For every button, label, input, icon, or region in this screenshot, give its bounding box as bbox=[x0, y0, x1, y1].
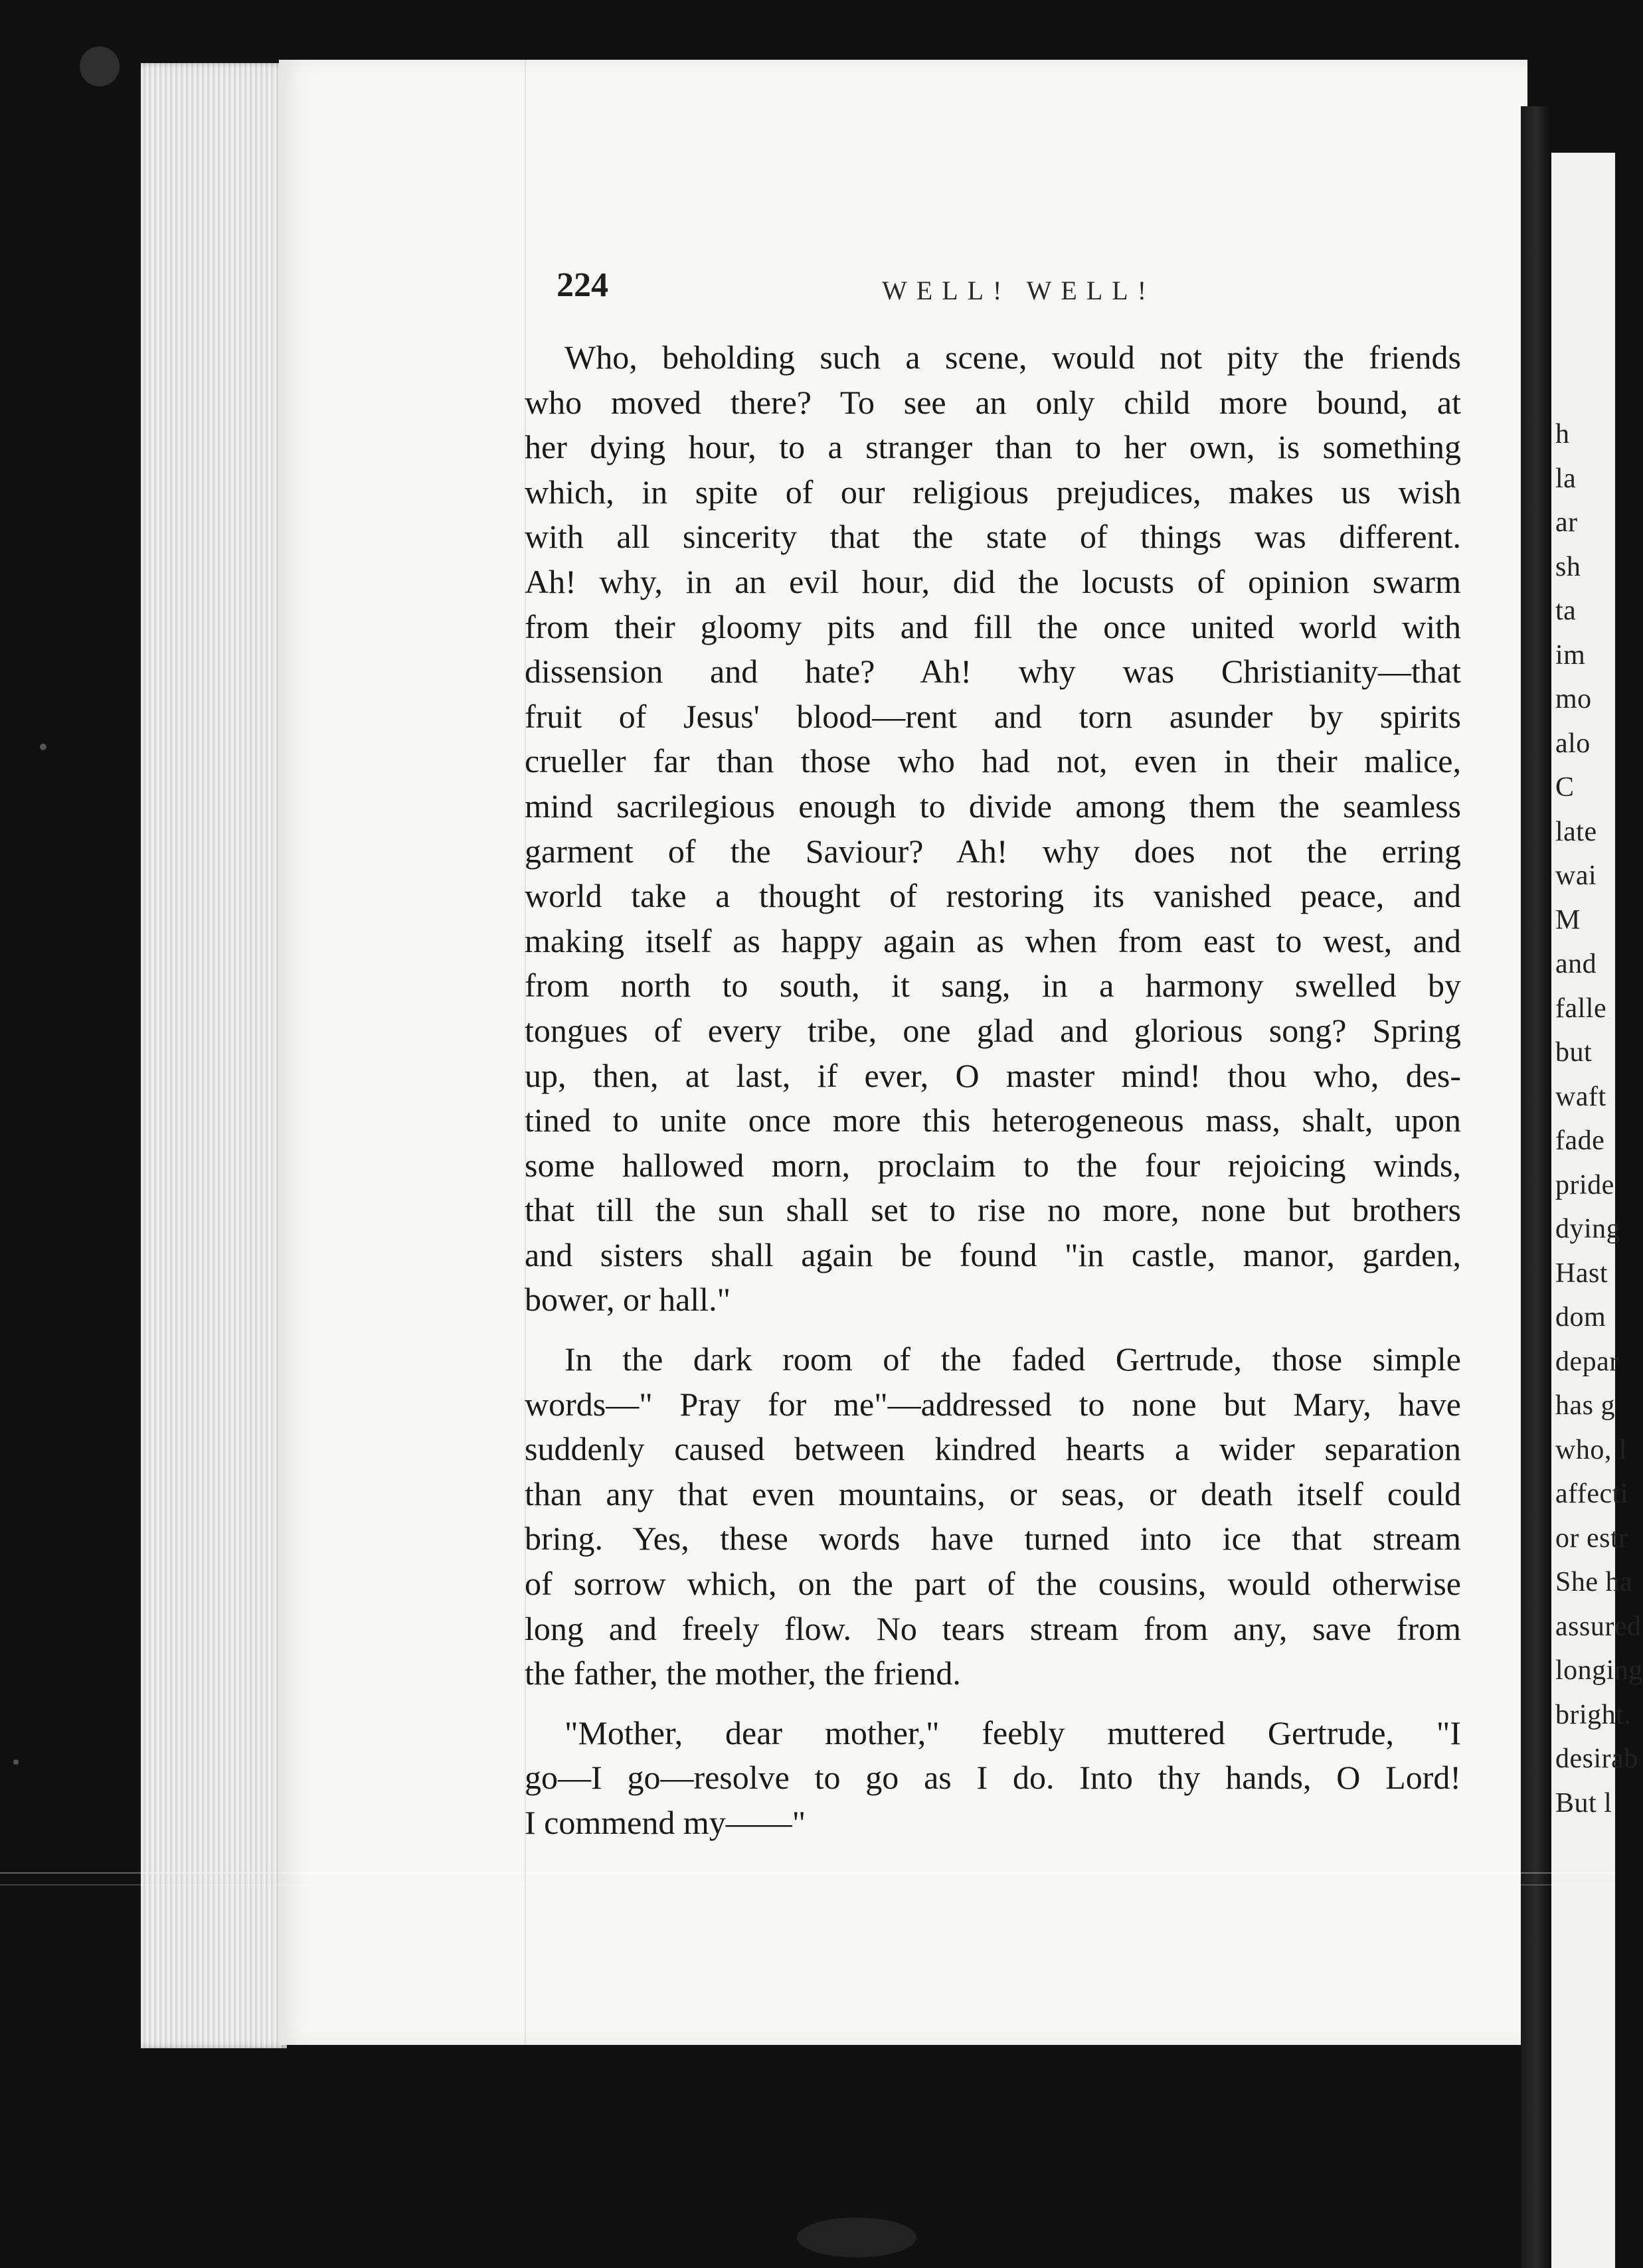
text-line: tongues of every tribe, one glad and glorious song? Spring bbox=[525, 1011, 1461, 1049]
book-gutter bbox=[1521, 106, 1551, 2268]
facing-page-fragment: M bbox=[1555, 904, 1581, 935]
text-line: In the dark room of the faded Gertrude, those simple bbox=[564, 1340, 1461, 1378]
paragraph bbox=[525, 1711, 1461, 1846]
text-line: Who, beholding such a scene, would not pity the friends bbox=[564, 339, 1461, 376]
facing-page-fragment: depar bbox=[1555, 1346, 1619, 1377]
text-line: words—" Pray for me"—addressed to none but Mary, have bbox=[525, 1385, 1461, 1423]
scan-artifact-line bbox=[0, 1884, 1615, 1886]
facing-page-fragment: assured bbox=[1555, 1611, 1642, 1642]
text-line: suddenly caused between kindred hearts a wider separation bbox=[525, 1430, 1461, 1468]
facing-page-fragment: affecti bbox=[1555, 1479, 1628, 1509]
text-line: the father, the mother, the friend. bbox=[525, 1655, 961, 1692]
facing-page-fragment: has g bbox=[1555, 1390, 1615, 1421]
text-line: which, in spite of our religious prejudices, makes us wish bbox=[525, 473, 1461, 511]
text-line: I commend my——" bbox=[525, 1804, 806, 1841]
facing-page-fragment: or estr bbox=[1555, 1522, 1628, 1554]
facing-page-fragment: She ha bbox=[1555, 1567, 1633, 1597]
paragraph bbox=[525, 1337, 1461, 1696]
facing-page-fragment: desirab bbox=[1555, 1743, 1638, 1774]
running-title: WELL! WELL! bbox=[882, 276, 1156, 305]
facing-page-fragment: wai bbox=[1555, 860, 1597, 891]
text-line: from their gloomy pits and fill the once united world with bbox=[525, 608, 1461, 645]
text-line: from north to south, it sang, in a harmony swelled by bbox=[525, 967, 1461, 1005]
text-line: fruit of Jesus' blood—rent and torn asunder by spirits bbox=[525, 697, 1461, 735]
facing-page-fragment: la bbox=[1555, 463, 1577, 494]
facing-page-fragment: ar bbox=[1555, 507, 1578, 538]
paragraph bbox=[525, 335, 1461, 1323]
page-number: 224 bbox=[557, 266, 608, 304]
text-line: up, then, at last, if ever, O master mind! thou who, des- bbox=[525, 1056, 1461, 1094]
facing-page-fragment: falle bbox=[1555, 993, 1607, 1024]
facing-page-fragment: ta bbox=[1555, 596, 1577, 626]
facing-page-fragment: sh bbox=[1555, 551, 1581, 582]
background-speck bbox=[40, 744, 46, 750]
text-line: than any that even mountains, or seas, or death itself could bbox=[525, 1475, 1461, 1512]
text-line: long and freely flow. No tears stream from any, save from bbox=[525, 1609, 1461, 1647]
text-line: who moved there? To see an only child more bound, at bbox=[525, 383, 1461, 421]
text-line: bower, or hall." bbox=[525, 1281, 731, 1319]
facing-page-fragment: alo bbox=[1555, 728, 1591, 759]
text-line: of sorrow which, on the part of the cousins, would otherwise bbox=[525, 1565, 1461, 1603]
text-line: with all sincerity that the state of things was different. bbox=[525, 518, 1461, 556]
facing-page-fragment: but bbox=[1555, 1037, 1593, 1068]
background-speck bbox=[80, 46, 120, 86]
text-line: mind sacrilegious enough to divide among them the seamless bbox=[525, 787, 1461, 825]
facing-page-fragment: fade bbox=[1555, 1125, 1605, 1156]
facing-page bbox=[1551, 153, 1643, 2268]
text-line: crueller far than those who had not, even in their malice, bbox=[525, 742, 1461, 780]
text-line: garment of the Saviour? Ah! why does not the erring bbox=[525, 832, 1461, 870]
facing-page-fragment: h bbox=[1555, 419, 1570, 449]
facing-page-fragment: and bbox=[1555, 949, 1597, 979]
facing-page-fragment: mo bbox=[1555, 684, 1592, 714]
text-line: world take a thought of restoring its vanished peace, and bbox=[525, 877, 1461, 915]
text-line: dissension and hate? Ah! why was Christianity—that bbox=[525, 653, 1461, 690]
facing-page-fragment: im bbox=[1555, 639, 1586, 671]
facing-page-fragment: waft bbox=[1555, 1081, 1606, 1112]
text-line: some hallowed morn, proclaim to the four rejoicing winds, bbox=[525, 1146, 1461, 1184]
text-line: and sisters shall again be found "in castle, manor, garden, bbox=[525, 1236, 1461, 1273]
background-speck bbox=[13, 1759, 19, 1765]
facing-page-fragment: dying bbox=[1555, 1214, 1621, 1244]
facing-page-fragment: C bbox=[1555, 772, 1575, 803]
text-line: making itself as happy again as when from east to west, and bbox=[525, 922, 1461, 959]
facing-page-fragment: Hast bbox=[1555, 1257, 1608, 1289]
facing-page-fragment: pride bbox=[1555, 1169, 1614, 1200]
scan-artifact-line bbox=[0, 1872, 1615, 1874]
text-line: bring. Yes, these words have turned into ice that stream bbox=[525, 1520, 1461, 1558]
text-line: tined to unite once more this heterogeneous mass, shalt, upon bbox=[525, 1101, 1461, 1139]
page-edges bbox=[141, 63, 287, 2048]
text-line: her dying hour, to a stranger than to her own, is something bbox=[525, 428, 1461, 466]
text-line: go—I go—resolve to go as I do. Into thy hands, O Lord! bbox=[525, 1759, 1461, 1797]
text-line: "Mother, dear mother," feebly muttered Gertrude, "I bbox=[564, 1714, 1461, 1751]
facing-page-fragment: who, l bbox=[1555, 1434, 1627, 1465]
facing-page-fragment: dom bbox=[1555, 1302, 1606, 1333]
text-line: that till the sun shall set to rise no more, none but brothers bbox=[525, 1191, 1461, 1229]
facing-page-fragment: bright. bbox=[1555, 1699, 1632, 1730]
facing-page-fragment: longing bbox=[1555, 1655, 1643, 1686]
text-line: Ah! why, in an evil hour, did the locusts of opinion swarm bbox=[525, 562, 1461, 600]
background-speck bbox=[797, 2218, 916, 2257]
facing-page-fragment: late bbox=[1555, 816, 1597, 847]
body-text bbox=[525, 335, 1461, 1860]
facing-page-fragment: But l bbox=[1555, 1787, 1612, 1819]
running-head bbox=[557, 266, 1460, 312]
